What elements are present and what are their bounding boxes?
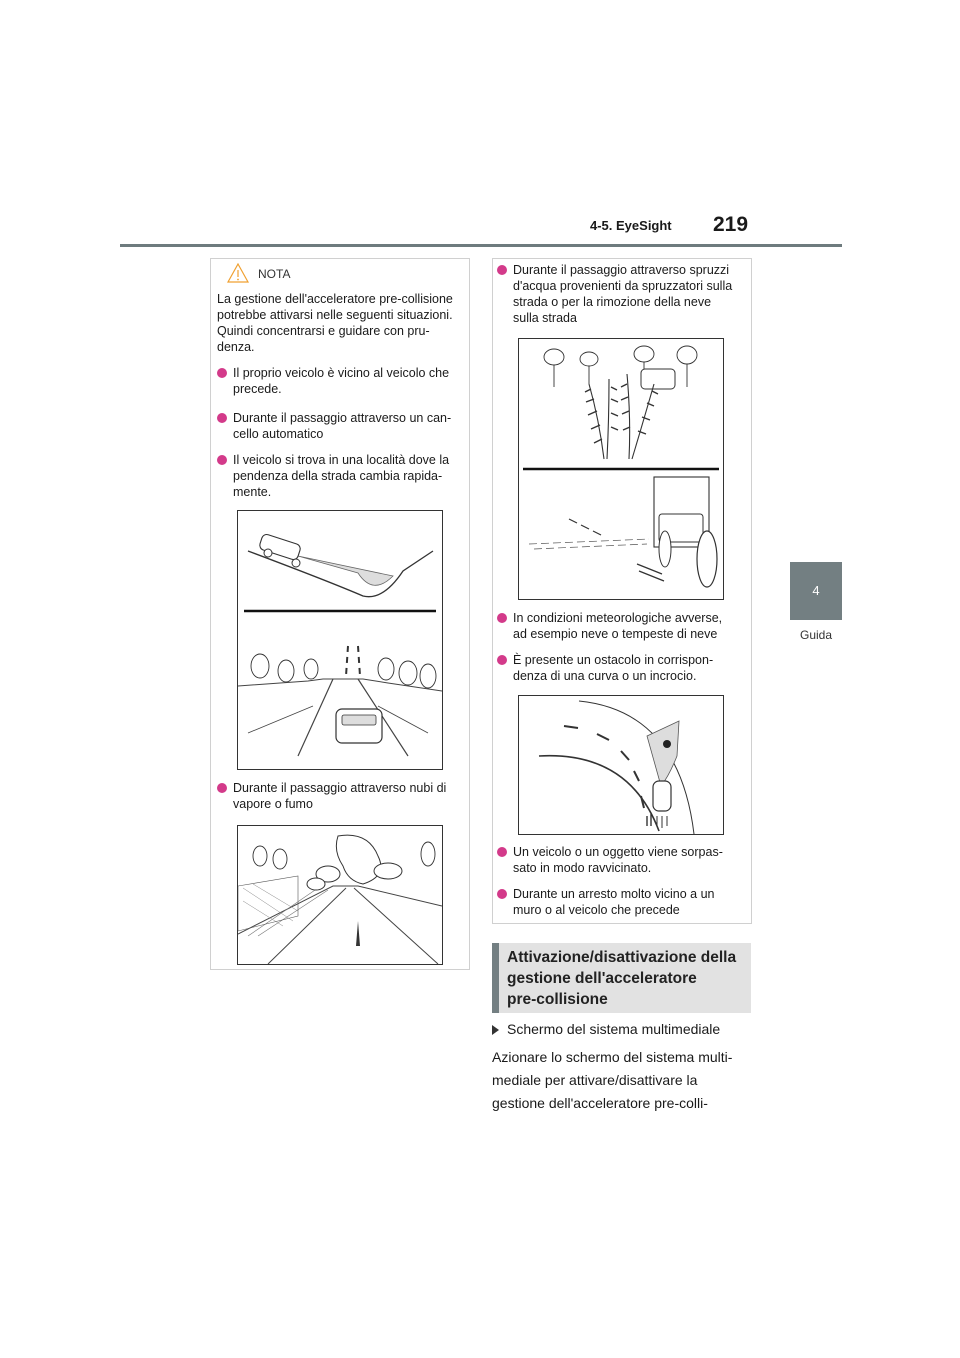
- page-number: 219: [713, 213, 749, 236]
- chapter-tab: 4: [790, 562, 842, 620]
- arrow-right-icon: [492, 1025, 499, 1035]
- subheading: Schermo del sistema multimediale: [492, 1021, 720, 1037]
- header-divider: [120, 244, 842, 247]
- slope-illustration: [237, 510, 443, 770]
- note-intro: La gestione dell'acceleratore pre-collisione potrebbe attivarsi nelle seguenti situazioni. Quindi concentrarsi e guidare con pru- denza.: [217, 292, 453, 354]
- section-heading: Attivazione/disattivazione della gestione dell'acceleratore pre-collisione: [492, 943, 751, 1013]
- smoke-illustration: [237, 825, 443, 965]
- chapter-label: Guida: [799, 628, 833, 642]
- curve-obstacle-illustration: [518, 695, 724, 835]
- section-title: 4-5. EyeSight: [590, 218, 672, 233]
- body-paragraph: Azionare lo schermo del sistema multi- mediale per attivare/disattivare la gestione dell'acceleratore pre-colli-: [492, 1049, 733, 1111]
- water-spray-illustration: [518, 338, 724, 600]
- warning-triangle-icon: [227, 263, 249, 283]
- note-title: NOTA: [258, 267, 291, 281]
